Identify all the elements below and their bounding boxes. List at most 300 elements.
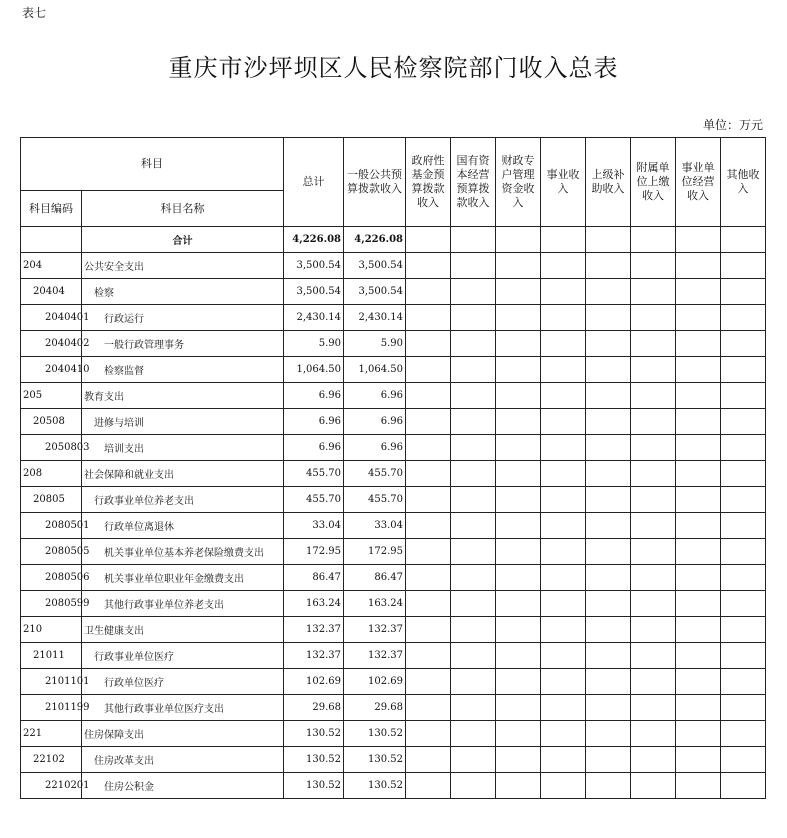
table-row: [21, 357, 766, 383]
cell-empty: [496, 565, 541, 591]
cell-empty: [406, 591, 451, 617]
cell-name: 机关事业单位职业年金缴费支出: [82, 565, 284, 591]
cell-empty: [496, 513, 541, 539]
cell-general-budget: 3,500.54: [344, 279, 406, 305]
header-fiscal-special: 财政专户管理资金收入: [496, 138, 541, 227]
cell-empty: [631, 305, 676, 331]
cell-empty: [631, 747, 676, 773]
cell-total: 455.70: [284, 461, 344, 487]
cell-empty: [451, 539, 496, 565]
cell-empty: [541, 669, 586, 695]
cell-empty: [541, 461, 586, 487]
cell-code: 20404: [21, 279, 82, 305]
header-general-budget: 一般公共预算拨款收入: [344, 138, 406, 227]
cell-total: 163.24: [284, 591, 344, 617]
cell-total: 86.47: [284, 565, 344, 591]
cell-empty: [496, 279, 541, 305]
header-total: 总计: [284, 138, 344, 227]
cell-code: 2080599: [21, 591, 82, 617]
cell-empty: [586, 565, 631, 591]
cell-total: 132.37: [284, 643, 344, 669]
cell-empty: [406, 331, 451, 357]
cell-empty: [496, 253, 541, 279]
cell-code: 20805: [21, 487, 82, 513]
cell-name: 住房改革支出: [82, 747, 284, 773]
cell-name: 社会保障和就业支出: [82, 461, 284, 487]
cell-empty: [631, 695, 676, 721]
cell-empty: [721, 643, 766, 669]
cell-empty: [676, 513, 721, 539]
cell-general-budget: 455.70: [344, 461, 406, 487]
cell-code: 2040402: [21, 331, 82, 357]
cell-empty: [541, 565, 586, 591]
cell-general-budget: 2,430.14: [344, 305, 406, 331]
cell-empty: [451, 227, 496, 253]
cell-empty: [721, 487, 766, 513]
cell-empty: [721, 383, 766, 409]
cell-empty: [451, 331, 496, 357]
cell-empty: [406, 383, 451, 409]
cell-empty: [721, 747, 766, 773]
cell-total: 172.95: [284, 539, 344, 565]
cell-code: 2080506: [21, 565, 82, 591]
cell-name: 行政事业单位医疗: [82, 643, 284, 669]
cell-empty: [721, 461, 766, 487]
cell-total: 5.90: [284, 331, 344, 357]
cell-empty: [451, 565, 496, 591]
cell-empty: [406, 227, 451, 253]
cell-empty: [451, 253, 496, 279]
cell-empty: [586, 409, 631, 435]
cell-empty: [541, 331, 586, 357]
cell-empty: [721, 591, 766, 617]
cell-empty: [451, 383, 496, 409]
cell-empty: [586, 331, 631, 357]
cell-empty: [496, 487, 541, 513]
cell-name: 机关事业单位基本养老保险缴费支出: [82, 539, 284, 565]
cell-empty: [451, 487, 496, 513]
cell-empty: [496, 617, 541, 643]
table-row: [21, 461, 766, 487]
table-row: [21, 409, 766, 435]
cell-name: 行政单位医疗: [82, 669, 284, 695]
cell-code: 2101199: [21, 695, 82, 721]
table-body: [21, 227, 766, 799]
cell-general-budget: 130.52: [344, 721, 406, 747]
cell-empty: [496, 695, 541, 721]
cell-empty: [586, 383, 631, 409]
cell-code: 2040401: [21, 305, 82, 331]
header-name: 科目名称: [82, 191, 284, 227]
cell-general-budget: 130.52: [344, 747, 406, 773]
unit-label: 单位：万元: [702, 118, 763, 132]
cell-empty: [541, 227, 586, 253]
cell-empty: [676, 357, 721, 383]
cell-empty: [631, 669, 676, 695]
cell-empty: [541, 721, 586, 747]
cell-empty: [406, 695, 451, 721]
cell-general-budget: 3,500.54: [344, 253, 406, 279]
cell-empty: [451, 669, 496, 695]
cell-empty: [496, 539, 541, 565]
cell-empty: [586, 617, 631, 643]
cell-empty: [586, 305, 631, 331]
cell-total: 3,500.54: [284, 253, 344, 279]
cell-empty: [586, 669, 631, 695]
cell-name: 检察监督: [82, 357, 284, 383]
cell-empty: [586, 721, 631, 747]
cell-total: 4,226.08: [284, 227, 344, 253]
cell-empty: [721, 565, 766, 591]
cell-empty: [631, 279, 676, 305]
cell-empty: [406, 773, 451, 799]
cell-empty: [676, 565, 721, 591]
cell-name: 教育支出: [82, 383, 284, 409]
cell-empty: [451, 643, 496, 669]
cell-total: 6.96: [284, 435, 344, 461]
cell-total: 3,500.54: [284, 279, 344, 305]
cell-total: 6.96: [284, 409, 344, 435]
cell-empty: [451, 461, 496, 487]
cell-empty: [496, 383, 541, 409]
cell-total: 132.37: [284, 617, 344, 643]
cell-empty: [586, 773, 631, 799]
cell-name: 其他行政事业单位养老支出: [82, 591, 284, 617]
cell-name: 进修与培训: [82, 409, 284, 435]
cell-empty: [676, 461, 721, 487]
cell-empty: [631, 331, 676, 357]
cell-empty: [676, 695, 721, 721]
cell-empty: [631, 513, 676, 539]
cell-total: 33.04: [284, 513, 344, 539]
cell-name: 公共安全支出: [82, 253, 284, 279]
cell-empty: [631, 487, 676, 513]
cell-general-budget: 5.90: [344, 331, 406, 357]
table-row: [21, 565, 766, 591]
cell-empty: [451, 773, 496, 799]
table-row: [21, 539, 766, 565]
table-row: [21, 669, 766, 695]
cell-empty: [676, 487, 721, 513]
cell-code: 20508: [21, 409, 82, 435]
cell-empty: [631, 643, 676, 669]
table-row: [21, 643, 766, 669]
table-row: [21, 773, 766, 799]
cell-empty: [406, 357, 451, 383]
cell-empty: [406, 487, 451, 513]
cell-empty: [676, 383, 721, 409]
cell-general-budget: 1,064.50: [344, 357, 406, 383]
cell-empty: [451, 721, 496, 747]
cell-empty: [496, 409, 541, 435]
cell-empty: [406, 305, 451, 331]
cell-empty: [406, 539, 451, 565]
cell-empty: [496, 773, 541, 799]
cell-code: 208: [21, 461, 82, 487]
cell-empty: [541, 513, 586, 539]
cell-empty: [406, 669, 451, 695]
cell-empty: [721, 279, 766, 305]
cell-general-budget: 6.96: [344, 383, 406, 409]
cell-empty: [406, 747, 451, 773]
cell-empty: [721, 539, 766, 565]
cell-empty: [541, 591, 586, 617]
cell-empty: [721, 617, 766, 643]
cell-empty: [406, 513, 451, 539]
table-row: [21, 279, 766, 305]
cell-empty: [676, 591, 721, 617]
cell-empty: [451, 617, 496, 643]
cell-empty: [721, 721, 766, 747]
cell-empty: [586, 487, 631, 513]
cell-empty: [631, 253, 676, 279]
cell-empty: [406, 617, 451, 643]
cell-empty: [451, 409, 496, 435]
cell-general-budget: 132.37: [344, 617, 406, 643]
cell-total: 130.52: [284, 773, 344, 799]
table-row: [21, 591, 766, 617]
cell-empty: [496, 305, 541, 331]
cell-empty: [541, 747, 586, 773]
cell-total: 2,430.14: [284, 305, 344, 331]
cell-code: 205: [21, 383, 82, 409]
cell-empty: [631, 409, 676, 435]
cell-empty: [406, 409, 451, 435]
header-subject: 科目: [21, 138, 284, 191]
cell-empty: [631, 383, 676, 409]
page-title: 重庆市沙坪坝区人民检察院部门收入总表: [168, 54, 619, 82]
table-number: 表七: [22, 6, 47, 20]
cell-empty: [721, 695, 766, 721]
cell-empty: [631, 227, 676, 253]
cell-empty: [451, 305, 496, 331]
cell-general-budget: 29.68: [344, 695, 406, 721]
cell-total: 1,064.50: [284, 357, 344, 383]
cell-code: 2210201: [21, 773, 82, 799]
cell-empty: [541, 643, 586, 669]
total-row: [21, 227, 766, 253]
cell-name: 培训支出: [82, 435, 284, 461]
cell-empty: [496, 721, 541, 747]
cell-total: 130.52: [284, 747, 344, 773]
cell-empty: [406, 461, 451, 487]
cell-empty: [631, 721, 676, 747]
cell-code: 210: [21, 617, 82, 643]
header-code: 科目编码: [21, 191, 82, 227]
income-table: [20, 137, 766, 799]
cell-empty: [541, 253, 586, 279]
cell-name: 一般行政管理事务: [82, 331, 284, 357]
cell-empty: [541, 435, 586, 461]
cell-code: 2050803: [21, 435, 82, 461]
cell-total: 130.52: [284, 721, 344, 747]
cell-empty: [676, 305, 721, 331]
cell-empty: [406, 253, 451, 279]
cell-code: 2101101: [21, 669, 82, 695]
table-row: [21, 747, 766, 773]
cell-code: 21011: [21, 643, 82, 669]
cell-empty: [721, 331, 766, 357]
cell-empty: [406, 279, 451, 305]
cell-empty: [586, 747, 631, 773]
cell-empty: [541, 617, 586, 643]
cell-name: 行政事业单位养老支出: [82, 487, 284, 513]
cell-empty: [451, 695, 496, 721]
cell-empty: [676, 643, 721, 669]
cell-empty: [496, 331, 541, 357]
table-row: [21, 721, 766, 747]
cell-empty: [541, 487, 586, 513]
cell-empty: [676, 617, 721, 643]
cell-code: 221: [21, 721, 82, 747]
cell-name: 行政运行: [82, 305, 284, 331]
cell-total: 29.68: [284, 695, 344, 721]
cell-empty: [586, 591, 631, 617]
cell-empty: [721, 669, 766, 695]
cell-general-budget: 86.47: [344, 565, 406, 591]
cell-general-budget: 163.24: [344, 591, 406, 617]
cell-empty: [631, 565, 676, 591]
cell-empty: [676, 227, 721, 253]
cell-empty: [586, 227, 631, 253]
cell-code: [21, 227, 82, 253]
cell-empty: [496, 357, 541, 383]
cell-name: 行政单位离退休: [82, 513, 284, 539]
header-operating: 事业单位经营收入: [676, 138, 721, 227]
cell-name: 其他行政事业单位医疗支出: [82, 695, 284, 721]
cell-empty: [631, 591, 676, 617]
cell-name: 住房保障支出: [82, 721, 284, 747]
table-row: [21, 305, 766, 331]
cell-empty: [676, 279, 721, 305]
cell-empty: [631, 435, 676, 461]
cell-empty: [541, 357, 586, 383]
header-superior-subsidy: 上级补助收入: [586, 138, 631, 227]
cell-empty: [406, 721, 451, 747]
cell-empty: [676, 435, 721, 461]
cell-empty: [676, 669, 721, 695]
cell-empty: [451, 435, 496, 461]
cell-empty: [451, 357, 496, 383]
cell-empty: [586, 539, 631, 565]
cell-empty: [586, 279, 631, 305]
cell-empty: [721, 227, 766, 253]
cell-empty: [541, 695, 586, 721]
cell-general-budget: 455.70: [344, 487, 406, 513]
cell-general-budget: 6.96: [344, 409, 406, 435]
cell-code: 2080505: [21, 539, 82, 565]
cell-empty: [541, 773, 586, 799]
cell-empty: [451, 591, 496, 617]
cell-empty: [496, 591, 541, 617]
cell-empty: [631, 539, 676, 565]
cell-empty: [496, 227, 541, 253]
cell-empty: [676, 721, 721, 747]
cell-empty: [631, 773, 676, 799]
table-row: [21, 383, 766, 409]
cell-empty: [676, 539, 721, 565]
cell-name: 检察: [82, 279, 284, 305]
cell-empty: [676, 773, 721, 799]
header-other: 其他收入: [721, 138, 766, 227]
header-affiliated: 附属单位上缴收入: [631, 138, 676, 227]
header-business: 事业收入: [541, 138, 586, 227]
table-row: [21, 435, 766, 461]
cell-general-budget: 102.69: [344, 669, 406, 695]
cell-general-budget: 6.96: [344, 435, 406, 461]
cell-empty: [451, 513, 496, 539]
table-row: [21, 695, 766, 721]
cell-empty: [676, 331, 721, 357]
cell-empty: [541, 305, 586, 331]
cell-empty: [541, 409, 586, 435]
cell-empty: [721, 409, 766, 435]
cell-empty: [721, 305, 766, 331]
cell-empty: [496, 669, 541, 695]
cell-empty: [406, 565, 451, 591]
cell-empty: [406, 435, 451, 461]
cell-general-budget: 132.37: [344, 643, 406, 669]
cell-empty: [541, 383, 586, 409]
cell-total: 6.96: [284, 383, 344, 409]
cell-empty: [586, 253, 631, 279]
cell-empty: [721, 513, 766, 539]
cell-empty: [496, 461, 541, 487]
cell-code: 2080501: [21, 513, 82, 539]
cell-empty: [586, 357, 631, 383]
cell-empty: [496, 435, 541, 461]
cell-empty: [676, 253, 721, 279]
cell-empty: [496, 747, 541, 773]
cell-name: 合计: [82, 227, 284, 253]
cell-empty: [586, 643, 631, 669]
cell-empty: [721, 357, 766, 383]
cell-empty: [541, 279, 586, 305]
table-row: [21, 331, 766, 357]
cell-empty: [451, 279, 496, 305]
table-row: [21, 487, 766, 513]
cell-code: 2040410: [21, 357, 82, 383]
cell-general-budget: 130.52: [344, 773, 406, 799]
cell-empty: [676, 747, 721, 773]
cell-empty: [586, 695, 631, 721]
cell-empty: [586, 513, 631, 539]
cell-empty: [406, 643, 451, 669]
cell-empty: [676, 409, 721, 435]
cell-general-budget: 172.95: [344, 539, 406, 565]
cell-empty: [496, 643, 541, 669]
cell-name: 住房公积金: [82, 773, 284, 799]
cell-total: 455.70: [284, 487, 344, 513]
cell-general-budget: 4,226.08: [344, 227, 406, 253]
cell-empty: [631, 617, 676, 643]
cell-empty: [541, 539, 586, 565]
cell-empty: [721, 435, 766, 461]
table-row: [21, 617, 766, 643]
cell-empty: [631, 357, 676, 383]
cell-empty: [721, 253, 766, 279]
cell-general-budget: 33.04: [344, 513, 406, 539]
cell-empty: [586, 435, 631, 461]
table-row: [21, 253, 766, 279]
cell-empty: [586, 461, 631, 487]
cell-total: 102.69: [284, 669, 344, 695]
cell-code: 22102: [21, 747, 82, 773]
header-gov-fund: 政府性基金预算拨款收入: [406, 138, 451, 227]
table-row: [21, 513, 766, 539]
cell-empty: [721, 773, 766, 799]
cell-empty: [631, 461, 676, 487]
